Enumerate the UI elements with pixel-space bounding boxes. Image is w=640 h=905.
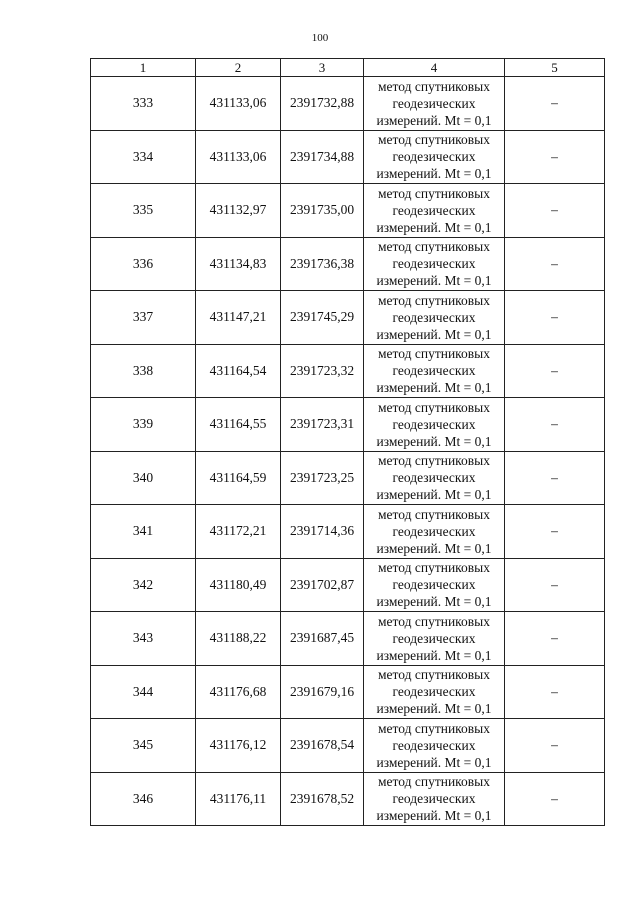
x-coordinate-cell: 431164,54 — [196, 344, 281, 398]
table-row — [91, 772, 605, 826]
table-row — [91, 612, 605, 666]
method-line-1: метод спутниковых — [378, 560, 490, 576]
table-row — [91, 344, 605, 398]
method-line-2: геодезических — [392, 95, 476, 111]
method-line-3: измерений. Mt = 0,1 — [376, 219, 492, 235]
method-line-3: измерений. Mt = 0,1 — [376, 594, 492, 610]
note-cell: – — [505, 130, 605, 184]
header-col-5: 5 — [505, 59, 605, 77]
method-line-1: метод спутниковых — [378, 453, 490, 469]
point-number-cell: 333 — [91, 77, 196, 131]
table-row — [91, 184, 605, 238]
point-number-cell: 336 — [91, 237, 196, 291]
method-line-2: геодезических — [392, 363, 476, 379]
method-line-3: измерений. Mt = 0,1 — [376, 701, 492, 717]
x-coordinate-cell: 431147,21 — [196, 291, 281, 345]
note-cell: – — [505, 398, 605, 452]
method-line-1: метод спутниковых — [378, 132, 490, 148]
method-line-3: измерений. Mt = 0,1 — [376, 326, 492, 342]
point-number-cell: 345 — [91, 719, 196, 773]
coordinates-table — [90, 58, 605, 826]
method-cell — [364, 237, 505, 291]
x-coordinate-cell: 431176,12 — [196, 719, 281, 773]
method-cell — [364, 291, 505, 345]
x-coordinate-cell: 431176,11 — [196, 772, 281, 826]
method-cell — [364, 612, 505, 666]
y-coordinate-cell: 2391702,87 — [281, 558, 364, 612]
y-coordinate-cell: 2391687,45 — [281, 612, 364, 666]
method-line-3: измерений. Mt = 0,1 — [376, 808, 492, 824]
method-cell — [364, 451, 505, 505]
table-header — [91, 59, 605, 77]
method-line-2: геодезических — [392, 202, 476, 218]
table-row — [91, 505, 605, 559]
x-coordinate-cell: 431176,68 — [196, 665, 281, 719]
method-line-2: геодезических — [392, 149, 476, 165]
table-row — [91, 237, 605, 291]
point-number-cell: 338 — [91, 344, 196, 398]
table-body — [91, 77, 605, 826]
note-cell: – — [505, 665, 605, 719]
note-cell: – — [505, 184, 605, 238]
method-line-1: метод спутниковых — [378, 399, 490, 415]
header-row — [91, 59, 605, 77]
note-cell: – — [505, 77, 605, 131]
method-line-1: метод спутниковых — [378, 774, 490, 790]
method-cell — [364, 665, 505, 719]
point-number-cell: 335 — [91, 184, 196, 238]
header-col-3: 3 — [281, 59, 364, 77]
method-line-1: метод спутниковых — [378, 185, 490, 201]
method-line-2: геодезических — [392, 630, 476, 646]
note-cell: – — [505, 558, 605, 612]
method-line-3: измерений. Mt = 0,1 — [376, 433, 492, 449]
table-row — [91, 665, 605, 719]
table-row — [91, 558, 605, 612]
point-number-cell: 339 — [91, 398, 196, 452]
table-row — [91, 77, 605, 131]
method-line-1: метод спутниковых — [378, 720, 490, 736]
method-cell — [364, 719, 505, 773]
y-coordinate-cell: 2391745,29 — [281, 291, 364, 345]
point-number-cell: 334 — [91, 130, 196, 184]
method-line-3: измерений. Mt = 0,1 — [376, 540, 492, 556]
x-coordinate-cell: 431164,55 — [196, 398, 281, 452]
y-coordinate-cell: 2391723,32 — [281, 344, 364, 398]
note-cell: – — [505, 719, 605, 773]
point-number-cell: 337 — [91, 291, 196, 345]
method-line-2: геодезических — [392, 577, 476, 593]
method-line-1: метод спутниковых — [378, 506, 490, 522]
method-line-1: метод спутниковых — [378, 613, 490, 629]
note-cell: – — [505, 612, 605, 666]
table-row — [91, 130, 605, 184]
method-cell — [364, 184, 505, 238]
y-coordinate-cell: 2391678,52 — [281, 772, 364, 826]
method-line-3: измерений. Mt = 0,1 — [376, 380, 492, 396]
method-line-2: геодезических — [392, 684, 476, 700]
point-number-cell: 344 — [91, 665, 196, 719]
x-coordinate-cell: 431172,21 — [196, 505, 281, 559]
method-line-1: метод спутниковых — [378, 292, 490, 308]
note-cell: – — [505, 291, 605, 345]
x-coordinate-cell: 431133,06 — [196, 77, 281, 131]
point-number-cell: 346 — [91, 772, 196, 826]
method-line-3: измерений. Mt = 0,1 — [376, 647, 492, 663]
method-line-2: геодезических — [392, 791, 476, 807]
header-col-1: 1 — [91, 59, 196, 77]
x-coordinate-cell: 431132,97 — [196, 184, 281, 238]
note-cell: – — [505, 451, 605, 505]
method-cell — [364, 398, 505, 452]
method-line-3: измерений. Mt = 0,1 — [376, 487, 492, 503]
method-line-3: измерений. Mt = 0,1 — [376, 273, 492, 289]
method-line-1: метод спутниковых — [378, 346, 490, 362]
y-coordinate-cell: 2391735,00 — [281, 184, 364, 238]
method-line-2: геодезических — [392, 256, 476, 272]
y-coordinate-cell: 2391734,88 — [281, 130, 364, 184]
method-line-2: геодезических — [392, 416, 476, 432]
x-coordinate-cell: 431133,06 — [196, 130, 281, 184]
x-coordinate-cell: 431164,59 — [196, 451, 281, 505]
x-coordinate-cell: 431134,83 — [196, 237, 281, 291]
method-line-3: измерений. Mt = 0,1 — [376, 754, 492, 770]
y-coordinate-cell: 2391678,54 — [281, 719, 364, 773]
method-line-1: метод спутниковых — [378, 78, 490, 94]
table-row — [91, 398, 605, 452]
method-cell — [364, 505, 505, 559]
method-cell — [364, 77, 505, 131]
header-col-2: 2 — [196, 59, 281, 77]
y-coordinate-cell: 2391736,38 — [281, 237, 364, 291]
point-number-cell: 343 — [91, 612, 196, 666]
point-number-cell: 341 — [91, 505, 196, 559]
point-number-cell: 340 — [91, 451, 196, 505]
table-row — [91, 451, 605, 505]
note-cell: – — [505, 772, 605, 826]
method-cell — [364, 558, 505, 612]
method-line-2: геодезических — [392, 523, 476, 539]
method-cell — [364, 130, 505, 184]
y-coordinate-cell: 2391732,88 — [281, 77, 364, 131]
method-cell — [364, 772, 505, 826]
method-line-2: геодезических — [392, 470, 476, 486]
table-row — [91, 719, 605, 773]
page-number: 100 — [311, 32, 329, 44]
y-coordinate-cell: 2391714,36 — [281, 505, 364, 559]
note-cell: – — [505, 505, 605, 559]
header-col-4: 4 — [364, 59, 505, 77]
method-line-1: метод спутниковых — [378, 667, 490, 683]
y-coordinate-cell: 2391723,31 — [281, 398, 364, 452]
method-line-1: метод спутниковых — [378, 239, 490, 255]
method-line-3: измерений. Mt = 0,1 — [376, 166, 492, 182]
method-line-2: геодезических — [392, 309, 476, 325]
y-coordinate-cell: 2391679,16 — [281, 665, 364, 719]
note-cell: – — [505, 237, 605, 291]
y-coordinate-cell: 2391723,25 — [281, 451, 364, 505]
table-row — [91, 291, 605, 345]
method-line-3: измерений. Mt = 0,1 — [376, 112, 492, 128]
method-line-2: геодезических — [392, 737, 476, 753]
point-number-cell: 342 — [91, 558, 196, 612]
note-cell: – — [505, 344, 605, 398]
x-coordinate-cell: 431188,22 — [196, 612, 281, 666]
x-coordinate-cell: 431180,49 — [196, 558, 281, 612]
method-cell — [364, 344, 505, 398]
